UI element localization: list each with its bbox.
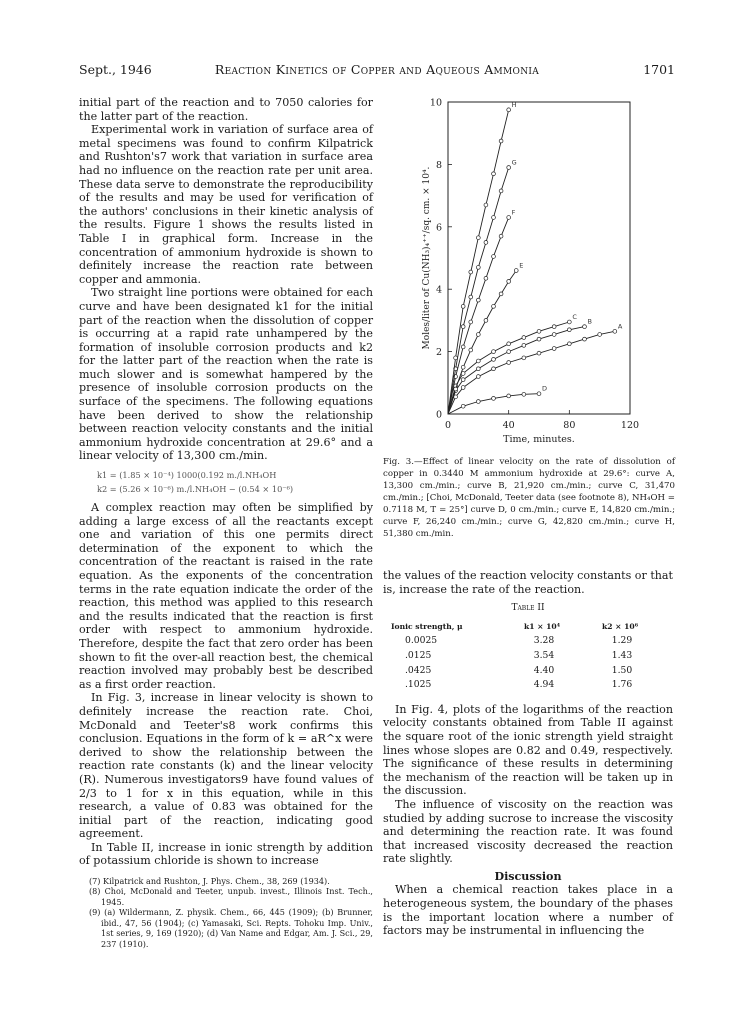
data-point-b bbox=[567, 328, 571, 332]
table-cell: .1025 bbox=[405, 679, 432, 691]
paragraph: When a chemical reaction takes place in a heterogeneous system, the boundary of the phases is the important location where a number of factors may be instrumental in influencing the bbox=[383, 883, 673, 938]
data-point-b bbox=[461, 378, 465, 382]
data-point-c bbox=[567, 320, 571, 324]
series-label-e: E bbox=[519, 261, 524, 270]
data-point-b bbox=[537, 337, 541, 341]
table-row bbox=[391, 649, 661, 664]
data-point-g bbox=[499, 189, 503, 193]
x-tick-label: 120 bbox=[620, 420, 640, 431]
data-point-h bbox=[461, 304, 465, 308]
figure-caption: Fig. 3.—Effect of linear velocity on the rate of dissolution of copper in 0.3440 M ammonium hydroxide at 29.6°: curve A, 13,300 cm./min.; curve B, 21,920 cm./min.; curve C, 31,470 cm./min.; [Choi, McDonald, Teeter data (see footnote 8), NH₄OH = 0.7118 M, T = 25°] curve D, 0 cm./min.; curve E, 14,820 cm./min.; curve F, 26,240 cm./min.; curve G, 42,820 cm./min.; curve H, 51,380 cm./min. bbox=[383, 457, 675, 539]
data-point-d bbox=[522, 392, 526, 396]
paragraph: In Table II, increase in ionic strength by addition of potassium chloride is shown to increase bbox=[79, 840, 373, 868]
paragraph: Two straight line portions were obtained for each curve and have been designated k1 for the initial part of the reaction when the dissolution of copper is occurring at a rapid rate unhampered by the formation of insoluble corrosion products and k2 for the latter part of the reaction when the rate is much slower and is somewhat hampered by the presence of insoluble corrosion products on the surface of the specimens. The following equations have been derived to show the relationship between reaction velocity constants and the initial ammonium hydroxide concentration at 29.6° and a linear velocity of 13,300 cm./min. bbox=[79, 286, 373, 463]
y-tick-label: 10 bbox=[429, 97, 442, 109]
table-cell: .0425 bbox=[405, 664, 432, 676]
data-point-e bbox=[499, 292, 503, 296]
table-cell: 3.54 bbox=[533, 649, 555, 661]
data-point-h bbox=[499, 139, 503, 143]
page-number: 1701 bbox=[643, 62, 675, 77]
data-point-h bbox=[484, 203, 488, 207]
data-point-f bbox=[469, 320, 473, 324]
data-point-e bbox=[484, 319, 488, 323]
data-point-g bbox=[484, 241, 488, 245]
data-point-d bbox=[461, 404, 465, 408]
data-point-f bbox=[499, 234, 503, 238]
data-point-a bbox=[492, 367, 496, 371]
data-point-h bbox=[492, 172, 496, 176]
data-point-d bbox=[537, 392, 541, 396]
data-point-g bbox=[476, 265, 480, 269]
paragraph: Experimental work in variation of surface area of metal specimens was found to confirm Kilpatrick and Rushton's7 work that variation in surface area had no influence on the reaction rate per unit area. These data serve to demonstrate the reproducibility of the results and may be used for verification of the authors' conclusions in their kinetic analysis of the results. Figure 1 shows the results listed in Table I in graphical form. Increase in the concentration of ammonium hydroxide is shown to definitely increase the reaction rate between copper and ammonia. bbox=[79, 123, 373, 286]
data-point-g bbox=[461, 325, 465, 329]
data-point-b bbox=[476, 367, 480, 371]
table-title: Table II bbox=[511, 603, 545, 614]
data-point-f bbox=[492, 255, 496, 259]
series-label-c: C bbox=[572, 312, 577, 321]
figure-3 bbox=[415, 92, 647, 452]
table-row bbox=[391, 664, 661, 679]
data-point-f bbox=[476, 298, 480, 302]
data-point-e bbox=[507, 280, 511, 284]
data-point-a bbox=[537, 351, 541, 355]
data-point-h bbox=[476, 236, 480, 240]
data-point-b bbox=[522, 343, 526, 347]
paragraph: In Fig. 3, increase in linear velocity is shown to definitely increase the reaction rate. Choi, McDonald and Teeter's8 work confirms this conclusion. Equations in the form of k = aR^x were derived to show the relationship between the reaction rate constants (k) and the linear velocity (R). Numerous investigators9 have found values of 2/3 to 1 for x in this equation, while in this research, a value of 0.83 was obtained for the initial part of the reaction, indicating good agreement. bbox=[79, 691, 373, 841]
table-cell: 3.28 bbox=[533, 635, 555, 647]
table-cell: 1.50 bbox=[611, 664, 633, 676]
series-label-g: G bbox=[511, 158, 517, 167]
equation-k2: k2 = (5.26 × 10⁻⁶) m./l.NH₄OH − (0.54 × 10⁻⁶) bbox=[97, 484, 294, 495]
data-point-e bbox=[476, 333, 480, 337]
series-label-f: F bbox=[511, 208, 516, 217]
table-cell: 4.94 bbox=[533, 679, 555, 691]
data-point-b bbox=[552, 333, 556, 337]
y-tick-label: 2 bbox=[435, 347, 442, 359]
data-point-h bbox=[454, 356, 458, 360]
data-point-d bbox=[476, 400, 480, 404]
data-point-f bbox=[484, 276, 488, 280]
data-point-d bbox=[507, 394, 511, 398]
table-cell: 0.0025 bbox=[405, 635, 438, 647]
footnote-7: (7) Kilpatrick and Rushton, J. Phys. Chem., 38, 269 (1934). bbox=[89, 876, 330, 887]
running-header bbox=[79, 62, 675, 80]
table-cell: 4.40 bbox=[533, 664, 555, 676]
data-point-c bbox=[537, 329, 541, 333]
plot-frame bbox=[448, 102, 630, 414]
y-tick-label: 0 bbox=[435, 409, 442, 421]
data-point-b bbox=[492, 358, 496, 362]
footnotes bbox=[79, 876, 373, 949]
data-point-a bbox=[583, 337, 587, 341]
column-header: k1 × 10⁴ bbox=[523, 621, 561, 631]
data-point-h bbox=[469, 270, 473, 274]
y-axis-label: Moles/liter of Cu(NH₃)₄⁺⁺/sq. cm. × 10⁴. bbox=[422, 166, 432, 350]
data-point-g bbox=[507, 166, 511, 170]
data-point-c bbox=[522, 336, 526, 340]
paragraph: the values of the reaction velocity constants or that is, increase the rate of the reaction. bbox=[383, 569, 673, 596]
data-point-b bbox=[507, 350, 511, 354]
x-axis-label: Time, minutes. bbox=[503, 434, 575, 445]
table-cell: 1.29 bbox=[611, 635, 633, 647]
data-point-e bbox=[492, 304, 496, 308]
table-row bbox=[391, 678, 661, 693]
footnote-8: (8) Choi, McDonald and Teeter, unpub. invest., Illinois Inst. Tech., 1945. bbox=[89, 886, 373, 907]
chart bbox=[415, 92, 647, 452]
data-point-e bbox=[469, 348, 473, 352]
data-point-b bbox=[583, 325, 587, 329]
paragraph: In Fig. 4, plots of the logarithms of the reaction velocity constants obtained from Table II against the square root of the ionic strength yield straight lines whose slopes are 0.82 and 0.49, respectively. The significance of these results in determining the mechanism of the reaction will be taken up in the discussion. bbox=[383, 702, 673, 798]
data-point-g bbox=[492, 216, 496, 220]
data-point-f bbox=[461, 345, 465, 349]
right-column bbox=[383, 569, 673, 938]
data-point-c bbox=[492, 350, 496, 354]
header-date: Sept., 1946 bbox=[79, 62, 152, 77]
paragraph: The influence of viscosity on the reaction was studied by adding sucrose to increase the viscosity and determining the reaction rate. It was found that increased viscosity decreased the reaction rate slightly. bbox=[383, 797, 673, 866]
data-point-c bbox=[507, 342, 511, 346]
data-point-c bbox=[552, 325, 556, 329]
series-label-b: B bbox=[587, 317, 592, 326]
table-cell: .0125 bbox=[405, 649, 432, 661]
data-table bbox=[391, 620, 661, 693]
data-point-a bbox=[461, 386, 465, 390]
data-point-c bbox=[476, 359, 480, 363]
data-point-e bbox=[461, 365, 465, 369]
footnote-9: (9) (a) Wildermann, Z. physik. Chem., 66, 445 (1909); (b) Brunner, ibid., 47, 56 (1904); (c) Yamasaki, Sci. Repts. Tohoku Imp. Univ., 1st series, 9, 169 (1920); (d) Van Name and Edgar, Am. J. Sci., 29, 237 (1910). bbox=[89, 907, 373, 949]
data-point-e bbox=[454, 387, 458, 391]
series-line-b bbox=[448, 327, 585, 414]
table-ii bbox=[383, 602, 673, 693]
y-tick-label: 4 bbox=[435, 284, 442, 296]
data-point-a bbox=[552, 347, 556, 351]
series-label-d: D bbox=[542, 384, 548, 393]
paragraph: A complex reaction may often be simplified by adding a large excess of all the reactants except one and variation of this one permits direct determination of the exponent to which the concentration of the reactant is raised in the rate equation. As the exponents of the concentration terms in the rate equation indicate the order of the reaction, this method was applied to this research and the results indicated that the reaction is first order with respect to ammonium hydroxide. Therefore, despite the fact that zero order has been shown to fit the over-all reaction best, the chemical reaction involved may probably best be described as a first order reaction. bbox=[79, 501, 373, 691]
x-tick-label: 40 bbox=[502, 420, 515, 431]
data-point-a bbox=[522, 356, 526, 360]
table-row bbox=[391, 634, 661, 649]
table-cell: 1.76 bbox=[611, 679, 633, 691]
column-header: Ionic strength, μ bbox=[391, 621, 463, 631]
paragraph: initial part of the reaction and to 7050 calories for the latter part of the reaction. bbox=[79, 96, 373, 123]
data-point-d bbox=[492, 397, 496, 401]
left-column bbox=[79, 96, 373, 949]
data-point-a bbox=[598, 333, 602, 337]
data-point-h bbox=[507, 108, 511, 112]
y-tick-label: 8 bbox=[435, 159, 442, 171]
header-title: Reaction Kinetics of Copper and Aqueous Ammonia bbox=[214, 62, 540, 77]
series-label-h: H bbox=[511, 100, 517, 109]
x-tick-label: 0 bbox=[444, 420, 452, 431]
data-point-f bbox=[507, 216, 511, 220]
x-tick-label: 80 bbox=[563, 420, 576, 431]
data-point-a bbox=[507, 361, 511, 365]
section-heading: Discussion bbox=[494, 869, 562, 883]
y-tick-label: 6 bbox=[435, 222, 442, 234]
data-point-a bbox=[476, 375, 480, 379]
data-point-g bbox=[469, 295, 473, 299]
data-point-a bbox=[613, 329, 617, 333]
data-point-e bbox=[514, 269, 518, 273]
series-label-a: A bbox=[617, 322, 623, 331]
column-header: k2 × 10⁶ bbox=[601, 621, 639, 631]
table-cell: 1.43 bbox=[611, 649, 633, 661]
data-point-a bbox=[567, 342, 571, 346]
equation-k1: k1 = (1.85 × 10⁻⁴) 1000(0.192 m./l.NH₄OH bbox=[97, 470, 277, 481]
